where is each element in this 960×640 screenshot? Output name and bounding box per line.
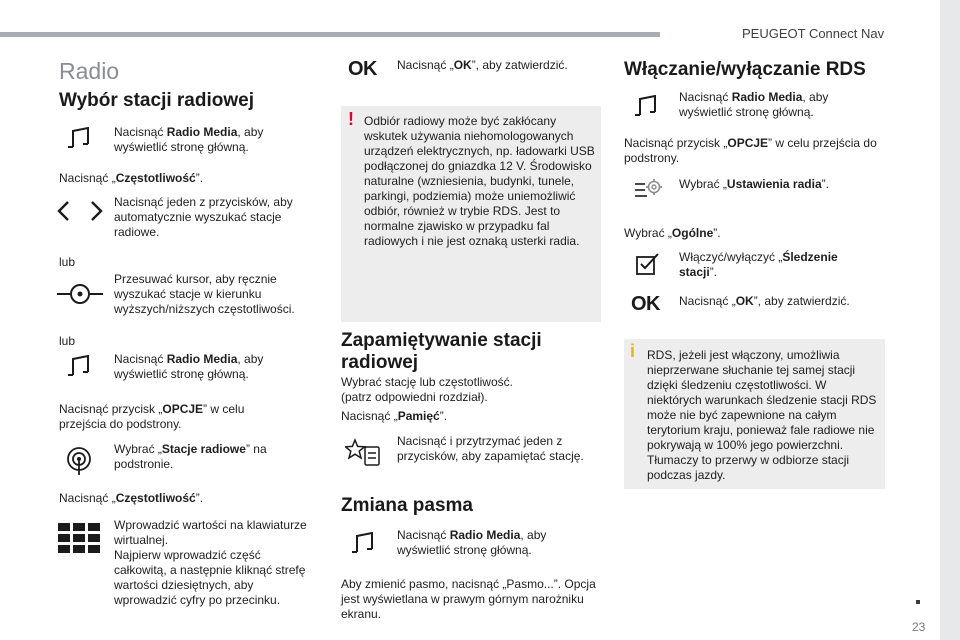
step-radio-media-3: Nacisnąć Radio Media, aby wyświetlić stronę główną. bbox=[397, 528, 547, 557]
step-rds-options: Nacisnąć przycisk „OPCJE” w celu przejścia do podstrony. bbox=[624, 136, 877, 165]
chevron-right-icon bbox=[92, 202, 101, 220]
step-band-option: Aby zmienić pasmo, nacisnąć „Pasmo...”. Opcja jest wyświetlana w prawym górnym narożniku ekranu. bbox=[341, 577, 596, 621]
heading-change-band: Zmiana pasma bbox=[341, 495, 473, 516]
step-press-hold: Nacisnąć i przytrzymać jeden z przycisków, aby zapamiętać stację. bbox=[397, 434, 584, 463]
step-options: Nacisnąć przycisk „OPCJE” w celu przejścia do podstrony. bbox=[59, 402, 245, 431]
step-general: Wybrać „Ogólne”. bbox=[624, 226, 721, 240]
or-label-2: lub bbox=[59, 334, 76, 348]
chevron-left-icon bbox=[59, 202, 68, 220]
warning-icon: ! bbox=[348, 109, 354, 129]
step-virtual-keyboard: Wprowadzić wartości na klawiaturze wirtualnej. Najpierw wprowadzić część całkowitą, a następnie kliknąć strefę wartości dziesiętnych, aby wprowadzić cyfry po przecinku. bbox=[114, 518, 307, 607]
step-rds-radio-media: Nacisnąć Radio Media, aby wyświetlić stronę główną. bbox=[679, 90, 829, 119]
seek-arrows bbox=[54, 200, 106, 222]
star-memory-icon bbox=[345, 437, 381, 469]
step-ok-confirm: Nacisnąć „OK”, aby zatwierdzić. bbox=[397, 58, 568, 72]
section-title: Radio bbox=[59, 58, 120, 84]
keypad-icon bbox=[58, 523, 100, 553]
step-memory: Nacisnąć „Pamięć”. bbox=[341, 409, 448, 423]
step-frequency: Nacisnąć „Częstotliwość”. bbox=[59, 171, 204, 185]
ok-icon: OK bbox=[631, 293, 660, 315]
radio-station-icon bbox=[64, 446, 94, 476]
step-frequency-2: Nacisnąć „Częstotliwość”. bbox=[59, 491, 204, 505]
info-text: RDS, jeżeli jest włączony, umożliwia nieprzerwane słuchanie tej samej stacji dzięki śledzeniu częstotliwości. W niektórych warunkach śledzenie stacji RDS może nie być zapewnione na całym terytorium kraju, ponieważ fale radiowe nie pokrywają w 100% jego powierzchni. Tłumaczy to przerwy w odbiorze stacji podczas jazdy. bbox=[647, 348, 877, 482]
music-note-icon bbox=[66, 127, 92, 151]
header-brand: PEUGEOT Connect Nav bbox=[742, 26, 885, 41]
page-number: 23 bbox=[912, 620, 926, 634]
or-label-1: lub bbox=[59, 255, 76, 269]
step-station-tracking: Włączyć/wyłączyć „Śledzenie stacji”. bbox=[679, 250, 838, 279]
checkbox-icon bbox=[635, 251, 661, 277]
step-radio-stations: Wybrać „Stacje radiowe” na podstronie. bbox=[114, 442, 267, 471]
heading-rds: Włączanie/wyłączanie RDS bbox=[624, 59, 866, 80]
top-rule bbox=[0, 32, 660, 37]
step-radio-media-2: Nacisnąć Radio Media, aby wyświetlić stronę główną. bbox=[114, 352, 264, 381]
heading-station-selection: Wybór stacji radiowej bbox=[59, 90, 254, 111]
step-choose-station: Wybrać stację lub częstotliwość. (patrz odpowiedni rozdział). bbox=[341, 375, 513, 404]
step-radio-settings: Wybrać „Ustawienia radia”. bbox=[679, 177, 829, 191]
heading-store-station: Zapamiętywanie stacji radiowej bbox=[341, 330, 542, 373]
info-icon: i bbox=[630, 341, 636, 361]
ok-icon: OK bbox=[348, 58, 377, 80]
tuner-slider-icon bbox=[56, 281, 104, 307]
warning-text: Odbiór radiowy może być zakłócany wskutek używania niehomologowanych urządzeń elektrycznych, np. ładowarki USB podłączonej do gniazdka 12 V. Środowisko naturalne (wzniesienia, budynki, tunele, parkingi, podziemia) może uniemożliwić odbiór, również w trybie RDS. Jest to normalne zjawisko w przypadku fal radiowych i nie jest oznaką usterki radia. bbox=[364, 114, 595, 248]
page-dot bbox=[916, 600, 920, 604]
music-note-icon bbox=[350, 532, 376, 556]
step-rds-ok: Nacisnąć „OK”, aby zatwierdzić. bbox=[679, 294, 850, 308]
music-note-icon bbox=[66, 355, 92, 379]
step-radio-media: Nacisnąć Radio Media, aby wyświetlić stronę główną. bbox=[114, 125, 264, 154]
step-manual-seek: Przesuwać kursor, aby ręcznie wyszukać stacje w kierunku wyższych/niższych częstotliwości. bbox=[114, 272, 295, 316]
side-strip bbox=[940, 0, 960, 640]
step-auto-seek: Nacisnąć jeden z przycisków, aby automatycznie wyszukać stacje radiowe. bbox=[114, 195, 293, 239]
settings-gear-icon bbox=[633, 177, 663, 203]
music-note-icon bbox=[633, 95, 659, 119]
